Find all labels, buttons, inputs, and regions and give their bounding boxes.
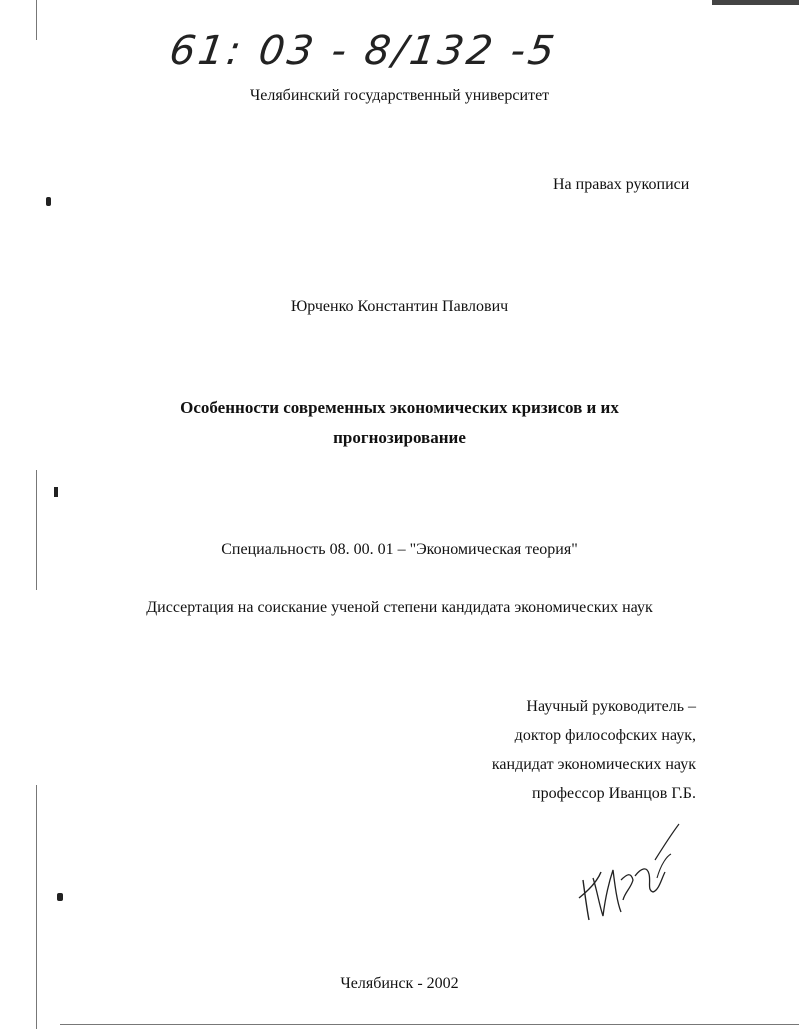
manuscript-rights: На правах рукописи xyxy=(553,176,690,193)
scan-dot xyxy=(54,487,58,497)
archive-code-handwritten: 61: 03 - 8/132 -5 xyxy=(166,28,560,74)
supervisor-block xyxy=(492,692,696,808)
supervisor-line-3: кандидат экономических наук xyxy=(491,756,696,773)
university-name: Челябинский государственный университет xyxy=(249,87,550,104)
supervisor-line-1: Научный руководитель – xyxy=(526,698,696,715)
scan-edge-line xyxy=(36,470,37,590)
author-name: Юрченко Константин Павлович xyxy=(290,298,509,315)
specialty-line: Специальность 08. 00. 01 – "Экономическая теория" xyxy=(221,541,578,558)
thesis-title-line1: Особенности современных экономических кризисов и их xyxy=(180,398,619,417)
city-year: Челябинск - 2002 xyxy=(340,975,459,992)
scan-dot xyxy=(57,893,63,901)
scan-edge-line xyxy=(36,0,37,40)
dissertation-line: Диссертация на соискание ученой степени кандидата экономических наук xyxy=(146,599,653,616)
scan-corner xyxy=(712,0,799,5)
thesis-title-line2: прогнозирование xyxy=(333,428,466,447)
supervisor-line-4: профессор Иванцов Г.Б. xyxy=(532,785,696,802)
scan-dot xyxy=(46,197,51,206)
scan-edge-line xyxy=(60,1024,799,1025)
supervisor-line-2: доктор философских наук, xyxy=(514,727,696,744)
signature-image xyxy=(575,820,690,930)
